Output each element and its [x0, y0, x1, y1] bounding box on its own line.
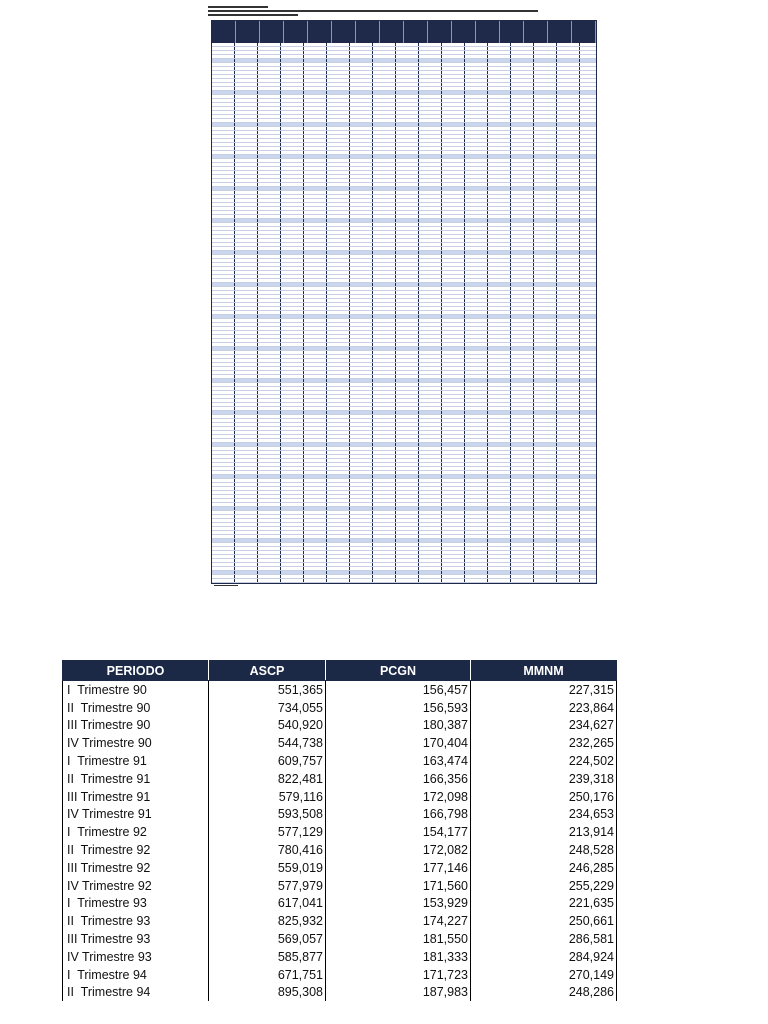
value-cell: 172,098: [326, 788, 471, 806]
period-cell: I Trimestre 90: [63, 681, 209, 699]
value-cell: 170,404: [326, 734, 471, 752]
value-cell: 172,082: [326, 841, 471, 859]
period-cell: I Trimestre 92: [63, 823, 209, 841]
table-row: [63, 877, 617, 895]
table-row: [63, 895, 617, 913]
value-cell: 895,308: [209, 984, 326, 1002]
value-cell: 593,508: [209, 806, 326, 824]
value-cell: 551,365: [209, 681, 326, 699]
value-cell: 156,457: [326, 681, 471, 699]
value-cell: 822,481: [209, 770, 326, 788]
period-cell: II Trimestre 93: [63, 912, 209, 930]
value-cell: 248,528: [471, 841, 617, 859]
table-header-row: [63, 661, 617, 681]
value-cell: 187,983: [326, 984, 471, 1002]
value-cell: 181,550: [326, 930, 471, 948]
thumbnail-table-header: [212, 21, 596, 43]
period-cell: II Trimestre 94: [63, 984, 209, 1002]
value-cell: 224,502: [471, 752, 617, 770]
period-cell: I Trimestre 93: [63, 895, 209, 913]
value-cell: 156,593: [326, 699, 471, 717]
value-cell: 248,286: [471, 984, 617, 1002]
value-cell: 569,057: [209, 930, 326, 948]
thumbnail-footnote: [214, 585, 238, 586]
thumbnail-header-cell: [572, 21, 596, 43]
thumbnail-header-cell: [284, 21, 308, 43]
value-cell: 250,661: [471, 912, 617, 930]
thumbnail-header-cell: [428, 21, 452, 43]
period-cell: II Trimestre 91: [63, 770, 209, 788]
value-cell: 171,723: [326, 966, 471, 984]
table-row: [63, 806, 617, 824]
table-row: [63, 966, 617, 984]
value-cell: 286,581: [471, 930, 617, 948]
value-cell: 234,653: [471, 806, 617, 824]
table-row: [63, 930, 617, 948]
value-cell: 239,318: [471, 770, 617, 788]
thumbnail-header-cell: [332, 21, 356, 43]
value-cell: 825,932: [209, 912, 326, 930]
thumbnail-header-cell: [380, 21, 404, 43]
table-row: [63, 823, 617, 841]
value-cell: 163,474: [326, 752, 471, 770]
table-row: [63, 912, 617, 930]
thumbnail-row: [212, 579, 596, 583]
thumbnail-header-cell: [260, 21, 284, 43]
value-cell: 174,227: [326, 912, 471, 930]
period-cell: I Trimestre 94: [63, 966, 209, 984]
thumbnail-header-cell: [452, 21, 476, 43]
thumbnail-header-cell: [236, 21, 260, 43]
thumbnail-header-cell: [476, 21, 500, 43]
value-cell: 250,176: [471, 788, 617, 806]
table-row: [63, 841, 617, 859]
value-cell: 166,798: [326, 806, 471, 824]
thumbnail-header-cell: [308, 21, 332, 43]
value-cell: 734,055: [209, 699, 326, 717]
value-cell: 671,751: [209, 966, 326, 984]
period-cell: III Trimestre 90: [63, 717, 209, 735]
period-cell: IV Trimestre 92: [63, 877, 209, 895]
period-cell: III Trimestre 92: [63, 859, 209, 877]
data-table: [62, 660, 617, 1001]
period-cell: III Trimestre 93: [63, 930, 209, 948]
thumbnail-header-cell: [500, 21, 524, 43]
value-cell: 181,333: [326, 948, 471, 966]
value-cell: 609,757: [209, 752, 326, 770]
value-cell: 246,285: [471, 859, 617, 877]
thumbnail-title-lines: [208, 6, 600, 20]
period-cell: II Trimestre 92: [63, 841, 209, 859]
header-periodo: PERIODO: [63, 661, 209, 681]
value-cell: 780,416: [209, 841, 326, 859]
thumbnail-header-cell: [356, 21, 380, 43]
value-cell: 559,019: [209, 859, 326, 877]
value-cell: 171,560: [326, 877, 471, 895]
value-cell: 585,877: [209, 948, 326, 966]
value-cell: 540,920: [209, 717, 326, 735]
table-row: [63, 717, 617, 735]
header-pcgn: PCGN: [326, 661, 471, 681]
page-thumbnail: [208, 6, 600, 586]
value-cell: 154,177: [326, 823, 471, 841]
value-cell: 153,929: [326, 895, 471, 913]
header-ascp: ASCP: [209, 661, 326, 681]
table-row: [63, 788, 617, 806]
period-cell: I Trimestre 91: [63, 752, 209, 770]
table-row: [63, 859, 617, 877]
value-cell: 255,229: [471, 877, 617, 895]
period-cell: IV Trimestre 93: [63, 948, 209, 966]
value-cell: 284,924: [471, 948, 617, 966]
table-row: [63, 984, 617, 1002]
value-cell: 577,129: [209, 823, 326, 841]
thumbnail-table: [211, 20, 597, 584]
value-cell: 180,387: [326, 717, 471, 735]
thumbnail-header-cell: [548, 21, 572, 43]
period-cell: III Trimestre 91: [63, 788, 209, 806]
value-cell: 544,738: [209, 734, 326, 752]
thumbnail-table-rows: [212, 43, 596, 583]
table-row: [63, 948, 617, 966]
period-cell: II Trimestre 90: [63, 699, 209, 717]
thumbnail-header-cell: [404, 21, 428, 43]
table-row: [63, 734, 617, 752]
value-cell: 166,356: [326, 770, 471, 788]
table-row: [63, 699, 617, 717]
value-cell: 223,864: [471, 699, 617, 717]
value-cell: 270,149: [471, 966, 617, 984]
period-cell: IV Trimestre 90: [63, 734, 209, 752]
value-cell: 617,041: [209, 895, 326, 913]
table-row: [63, 681, 617, 699]
value-cell: 227,315: [471, 681, 617, 699]
value-cell: 577,979: [209, 877, 326, 895]
thumbnail-header-cell: [212, 21, 236, 43]
header-mmnm: MMNM: [471, 661, 617, 681]
value-cell: 234,627: [471, 717, 617, 735]
thumbnail-header-cell: [524, 21, 548, 43]
value-cell: 232,265: [471, 734, 617, 752]
period-cell: IV Trimestre 91: [63, 806, 209, 824]
table-row: [63, 770, 617, 788]
table-row: [63, 752, 617, 770]
value-cell: 579,116: [209, 788, 326, 806]
value-cell: 221,635: [471, 895, 617, 913]
value-cell: 213,914: [471, 823, 617, 841]
value-cell: 177,146: [326, 859, 471, 877]
